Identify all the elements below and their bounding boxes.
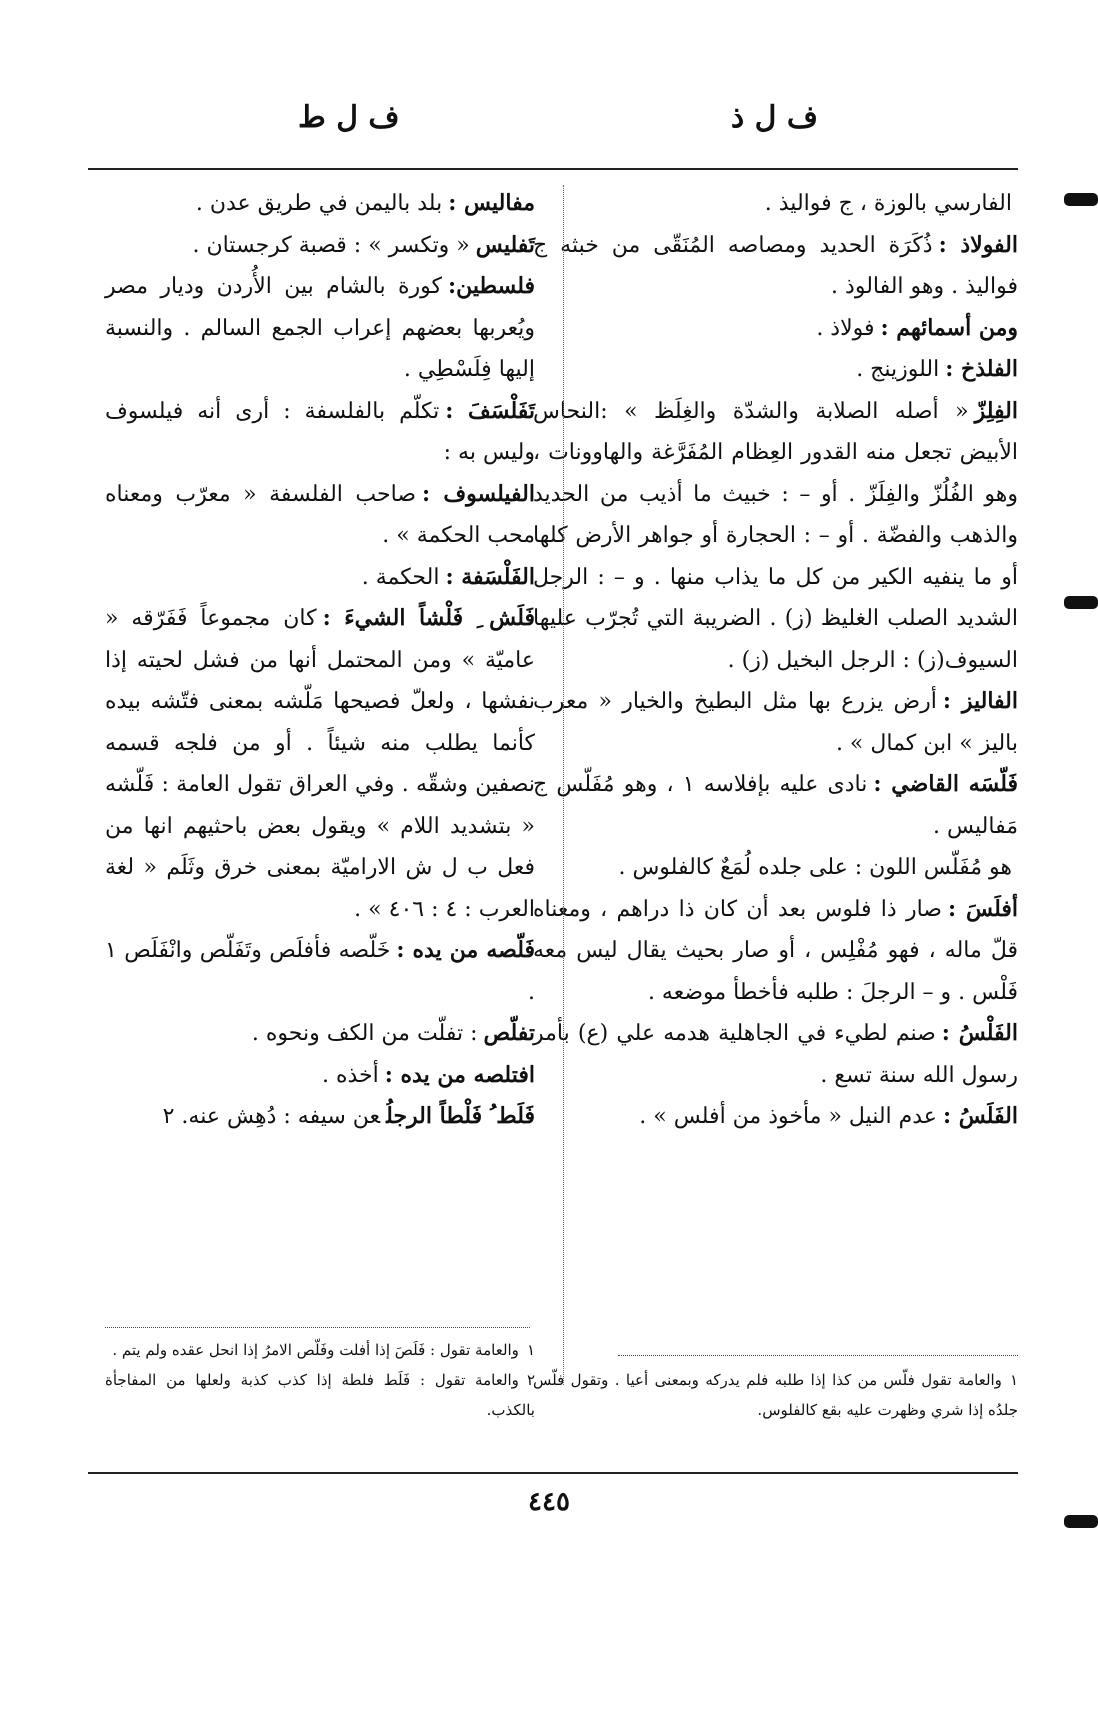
dictionary-entry	[533, 847, 1018, 889]
running-head	[88, 100, 1018, 150]
footnote-number: ١	[526, 1341, 535, 1359]
dictionary-entry	[533, 308, 1018, 350]
footnote	[105, 1335, 535, 1365]
dictionary-entry	[533, 349, 1018, 391]
column-divider	[563, 185, 564, 1385]
entry-headword: فلسطين:	[448, 273, 535, 299]
entry-text: صار ذا فلوس بعد أن كان ذا دراهم ، ومعناه قلّ ماله ، فهو مُفْلِس ، أو صار بحيث يقال ليس معه فَلْس . و – الرجلَ : طلبه فأخطأ موضعه .	[533, 896, 1018, 1005]
entry-headword: الفَلْسَفة :	[445, 563, 535, 590]
entry-headword: الفاليز :	[942, 688, 1018, 714]
entry-headword: فَلَش ِ فَلْشاً الشيءَ :	[322, 605, 535, 631]
entry-headword: الفَلْسُ :	[941, 1020, 1018, 1046]
entry-headword: الفِلِزّ	[974, 397, 1018, 424]
entry-text: بلد باليمن في طريق عدن .	[195, 191, 443, 216]
entry-headword: الفيلسوف :	[422, 480, 535, 507]
dictionary-entry	[533, 681, 1018, 764]
dictionary-entry	[105, 930, 535, 1013]
dictionary-entry	[105, 266, 535, 391]
dictionary-entry	[533, 889, 1018, 1014]
footnote-text: والعامة تقول فلّس من كذا إذا طلبه فلم يدركه وبمعنى أعيا . وتقول فلّس جلدُه إذا شري وظهرت عليه بقع كالفلوس.	[533, 1371, 1018, 1419]
entry-headword: الفلذخ :	[945, 356, 1018, 382]
dictionary-entry	[533, 1096, 1018, 1138]
scan-edge-mark	[1064, 596, 1098, 609]
entry-text: « أصله الصلابة والشدّة والغِلَظ » :النحاس الأبيض تجعل منه القدور العِظام المُفَرَّغة والهاوونات ، وهو الفُلُزّ والفِلَزّ . أو – : خبيث ما أذيب من الحديد والذهب والفضّة . أو – : الحجارة أو جواهر الأرض كلها أو ما ينفيه الكير من كل ما يذاب منها . و – : الرجل الشديد الصلب الغليظ (ز) . الضريبة التي تُجرّب عليها السيوف(ز) : الرجل البخيل (ز) .	[533, 398, 1018, 673]
entry-text: صاحب الفلسفة « معرّب ومعناه محب الحكمة » .	[105, 481, 535, 548]
entry-headword: فَلّصه من يده :	[396, 937, 535, 963]
entry-text: « وتكسر » : قصبة كرجستان .	[192, 232, 470, 258]
entry-text: الفارسي بالوزة ، ج فواليذ .	[764, 191, 1012, 216]
entry-text: فولاذ .	[816, 315, 875, 341]
entry-headword: الفَلَسُ :	[942, 1103, 1018, 1129]
entry-headword: فَلّسَه القاضي :	[873, 771, 1019, 797]
dictionary-entry	[533, 764, 1018, 847]
dictionary-entry	[105, 391, 535, 474]
dictionary-entry	[533, 391, 1018, 682]
dictionary-entry	[533, 183, 1018, 225]
entry-headword: الفولاذ :	[938, 231, 1019, 258]
dictionary-entry	[105, 1055, 535, 1097]
footnote-rule-right	[618, 1355, 1018, 1356]
entry-text: أرض يزرع بها مثل البطيخ والخيار « معرب باليز » ابن كمال » .	[533, 689, 1018, 756]
footnote-number: ١	[1009, 1371, 1018, 1389]
scan-edge-mark	[1064, 193, 1098, 206]
dictionary-entry	[105, 225, 535, 267]
running-head-right: ف ل ذ	[730, 100, 818, 135]
entry-headword: أفلَسَ :	[947, 895, 1018, 922]
entry-text: اللوزينج .	[856, 357, 940, 382]
dictionary-entry	[105, 557, 535, 599]
entry-text: كان مجموعاً فَفَرّقه « عاميّة » ومن المحتمل أنها من فشل لحيته إذا نفشها ، ولعلّ فصيحها مَلّشه بمعنى فتّشه بيده كأنما يطلب منه شيئاً . أو من فلجه قسمه نصفين وشقّه . وفي العراق تقول العامة : فَلّشه « بتشديد اللام » ويقول بعض باحثيهم انها من فعل ب ل ش الاراميّة بمعنى خرق وثَلَم « لغة العرب : ٤ : ٤٠٦ » .	[105, 606, 535, 922]
entry-text: خَلّصه فأفلَص وتَفَلّص وانْفَلَص ١ .	[105, 938, 535, 1005]
entry-text: : تفلّت من الكف ونحوه .	[251, 1021, 478, 1046]
right-column	[533, 183, 1018, 1138]
entry-text: الحكمة .	[361, 564, 440, 590]
left-column	[105, 183, 535, 1138]
footnote-text: والعامة تقول : فَلَط فلطة إذا كذب كذبة ولعلها من المفاجأة بالكذب.	[105, 1371, 535, 1419]
entry-headword: ومن أسمائهم :	[880, 314, 1018, 341]
scan-edge-mark	[1064, 1515, 1098, 1528]
entry-text: عدم النيل « مأخوذ من أفلس » .	[639, 1104, 937, 1129]
entry-text: تكلّم بالفلسفة : أرى أنه فيلسوف وليس به :	[105, 398, 535, 465]
page-number: ٤٤٥	[528, 1487, 570, 1517]
entry-text: عن سيفه : دُهِش عنه. ٢	[162, 1104, 381, 1129]
entry-text: أخذه .	[321, 1062, 379, 1088]
dictionary-entry	[105, 598, 535, 930]
footnote	[105, 1365, 535, 1425]
footnote-text: والعامة تقول : فَلَصَ إذا أفلت وفَلّص الامرُ إذا انحل عقده ولم يتم .	[112, 1341, 519, 1359]
dictionary-entry	[105, 474, 535, 557]
dictionary-entry	[533, 225, 1018, 308]
entry-headword: افتلصه من يده :	[384, 1061, 535, 1088]
dictionary-entry	[105, 183, 535, 225]
entry-headword: تفلّص	[483, 1020, 535, 1046]
entry-text: صنم لطيء في الجاهلية هدمه علي (ع) بأمر رسول الله سنة تسع .	[533, 1021, 1018, 1088]
dictionary-entry	[533, 1013, 1018, 1096]
entry-text: هو مُفَلّس اللون : على جلده لُمَعٌ كالفلوس .	[618, 855, 1012, 880]
entry-headword: فَلَط ُ فَلْطاً الرجلُ	[386, 1103, 535, 1129]
footer-rule	[88, 1472, 1018, 1474]
entry-text: نادى عليه بإفلاسه ١ ، وهو مُفَلّس ج مَفاليس .	[533, 772, 1018, 839]
dictionary-entry	[105, 1013, 535, 1055]
footnotes-right	[533, 1365, 1018, 1425]
entry-headword: مفاليس :	[448, 190, 535, 216]
entry-headword: تَفَلْسَفَ :	[445, 397, 535, 424]
entry-headword: تَفليس	[475, 231, 535, 258]
entry-text: كورة بالشام بين الأُردن وديار مصر ويُعربها بعضهم إعراب الجمع السالم . والنسبة إليها فِلَسْطِي .	[105, 274, 535, 382]
footnote-rule-left	[105, 1327, 530, 1328]
header-rule	[88, 168, 1018, 170]
footnotes-left	[105, 1335, 535, 1425]
running-head-left: ف ل ط	[298, 100, 400, 135]
footnote	[533, 1365, 1018, 1425]
dictionary-entry	[105, 1096, 535, 1138]
entry-text: ذُكَرَة الحديد ومصاصه المُنَقّى من خبثه ج فواليذ . وهو الفالوذ .	[533, 232, 1018, 299]
footnote-number: ٢	[526, 1371, 535, 1389]
